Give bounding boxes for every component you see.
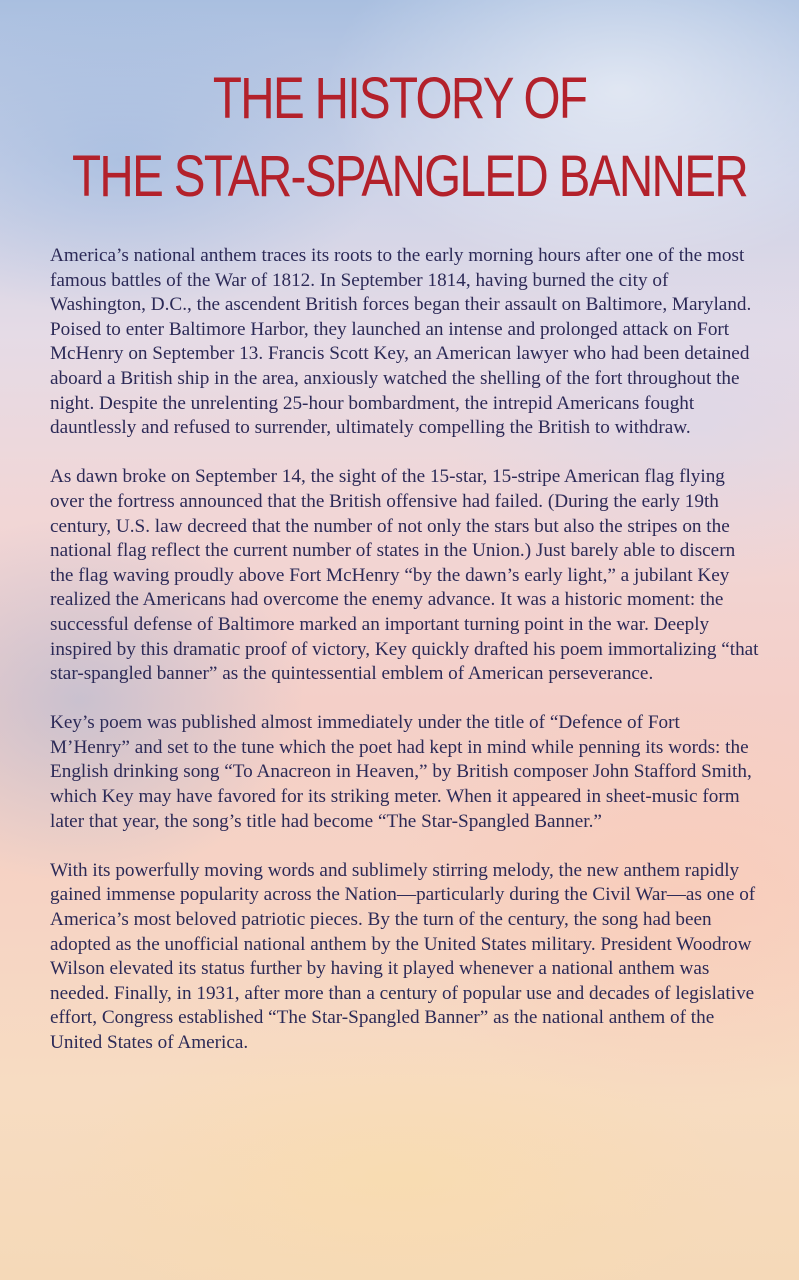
article-body (50, 244, 762, 1080)
paragraph-1: America’s national anthem traces its roots to the early morning hours after one of the most famous battles of the War of 1812. In September 1814, having burned the city of Washington, D.C., the ascendent British forces began their assault on Baltimore, Maryland. Poised to enter Baltimore Harbor, they launched an intense and prolonged attack on Fort McHenry on September 13. Francis Scott Key, an American lawyer who had been detained aboard a British ship in the area, anxiously watched the shelling of the fort throughout the night. Despite the unrelenting 25-hour bombardment, the intrepid Americans fought dauntlessly and refused to surrender, ultimately compelling the British to withdraw. (50, 245, 752, 439)
title-line-2: THE STAR-SPANGLED BANNER (72, 144, 748, 209)
page-title (72, 60, 748, 216)
paragraph-2: As dawn broke on September 14, the sight of the 15-star, 15-stripe American flag flying over the fortress announced that the British offensive had failed. (During the early 19th century, U.S. law decreed that the number of not only the stars but also the stripes on the national flag reflect the current number of states in the Union.) Just barely able to discern the flag waving proudly above Fort McHenry “by the dawn’s early light,” a jubilant Key realized the Americans had overcome the enemy advance. It was a historic moment: the successful defense of Baltimore marked an important turning point in the war. Deeply inspired by this dramatic proof of victory, Key quickly drafted his poem immortalizing “that star-spangled banner” as the quintessential emblem of American perseverance. (50, 466, 759, 685)
paragraph-3: Key’s poem was published almost immediately under the title of “Defence of Fort M’Henry” and set to the tune which the poet had kept in mind while penning its words: the English drinking song “To Anacreon in Heaven,” by British composer John Stafford Smith, which Key may have favored for its striking meter. When it appeared in sheet-music form later that year, the song’s title had become “The Star-Spangled Banner.” (50, 712, 752, 832)
title-line-1: THE HISTORY OF (212, 66, 587, 131)
paragraph-4: With its powerfully moving words and sublimely stirring melody, the new anthem rapidly gained immense popularity across the Nation—particularly during the Civil War—as one of America’s most beloved patriotic pieces. By the turn of the century, the song had been adopted as the unofficial national anthem by the United States military. President Woodrow Wilson elevated its status further by having it played whenever a national anthem was needed. Finally, in 1931, after more than a century of popular use and decades of legislative effort, Congress established “The Star-Spangled Banner” as the national anthem of the United States of America. (50, 859, 756, 1053)
